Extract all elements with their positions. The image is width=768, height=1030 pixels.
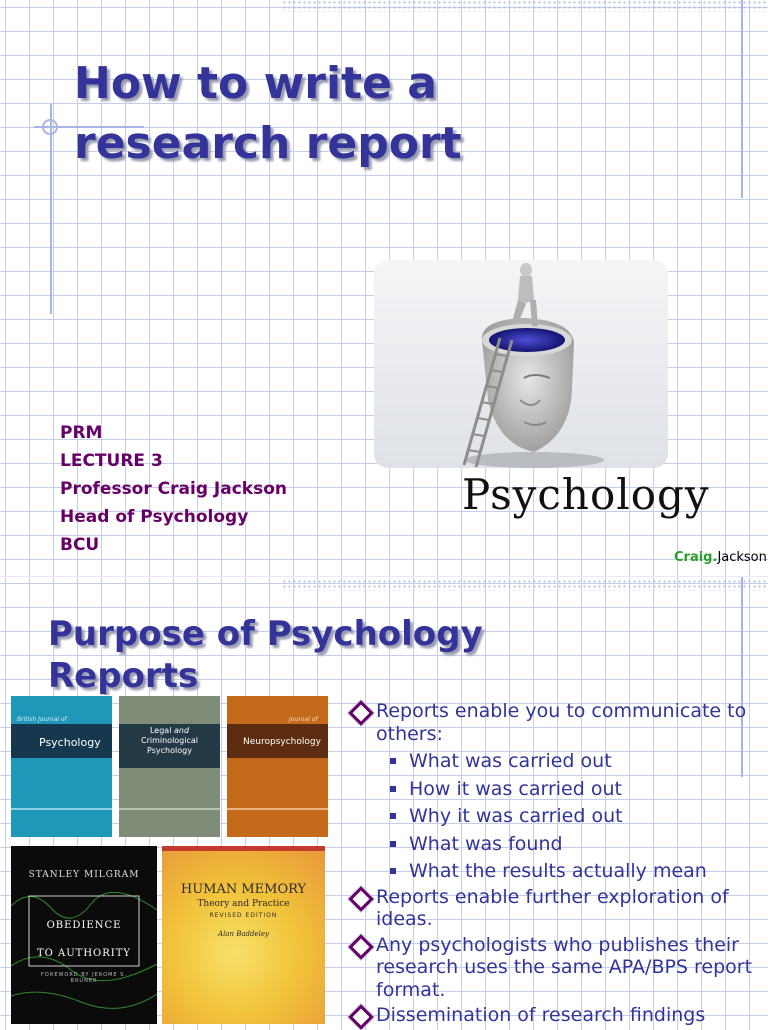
credit-last: Jackson bbox=[717, 550, 767, 565]
bullet-text: Reports enable further exploration of ideas. bbox=[376, 885, 729, 930]
decor-circle bbox=[42, 119, 58, 135]
bullet-item bbox=[350, 886, 760, 931]
cover-series: British Journal of bbox=[17, 716, 67, 723]
square-bullet-icon bbox=[390, 841, 396, 847]
square-bullet-icon bbox=[390, 868, 396, 874]
credit-first: Craig. bbox=[674, 550, 718, 565]
title-line-2: Reports bbox=[48, 656, 199, 695]
psychology-head-image bbox=[374, 260, 668, 468]
bullet-text: Any psychologists who publishes their research uses the same APA/BPS report format. bbox=[376, 933, 753, 1001]
bullet-item bbox=[350, 934, 760, 1002]
info-institution: BCU bbox=[60, 535, 100, 555]
sub-bullet-item bbox=[350, 833, 760, 856]
cover-title-top: OBEDIENCE bbox=[46, 920, 122, 931]
sub-bullet-text: What was found bbox=[409, 832, 563, 855]
sub-bullet-item bbox=[350, 778, 760, 801]
cover-title-italic: and bbox=[173, 726, 190, 735]
info-presenter: Professor Craig Jackson bbox=[60, 479, 287, 499]
sub-bullet-text: Why it was carried out bbox=[409, 805, 623, 827]
bullet-item bbox=[350, 1004, 760, 1027]
head-illustration bbox=[374, 260, 668, 468]
square-bullet-icon bbox=[390, 813, 396, 819]
cover-author: STANLEY MILGRAM bbox=[28, 870, 140, 880]
square-bullet-icon bbox=[390, 786, 396, 792]
cover-title: Criminological Psychology bbox=[140, 736, 199, 755]
slide-title bbox=[74, 54, 594, 174]
cover-title-small: Legal bbox=[149, 726, 172, 735]
info-lecture: LECTURE 3 bbox=[60, 451, 163, 471]
sub-bullet-text: What the results actually mean bbox=[409, 860, 707, 882]
sub-bullet-item bbox=[350, 750, 760, 773]
decor-vertical-line bbox=[50, 104, 52, 314]
bullet-item bbox=[350, 700, 760, 745]
sub-bullet-item bbox=[350, 860, 760, 883]
info-role: Head of Psychology bbox=[60, 507, 249, 527]
book-cover-obedience-to-authority bbox=[11, 846, 157, 1024]
image-caption: Psychology bbox=[462, 470, 710, 519]
cover-subtitle: Theory and Practice bbox=[197, 899, 290, 909]
diamond-bullet-icon bbox=[348, 700, 373, 725]
bullet-text: Dissemination of research findings bbox=[376, 1004, 706, 1026]
journal-cover-legal-criminological bbox=[119, 696, 220, 837]
title-line-2: research report bbox=[74, 118, 462, 169]
lecture-info bbox=[60, 419, 287, 559]
cover-foreword: FOREWORD BY JEROME S. BRUNER bbox=[41, 972, 127, 984]
diamond-bullet-icon bbox=[348, 934, 373, 959]
cover-author: Alan Baddeley bbox=[218, 930, 269, 938]
square-bullet-icon bbox=[390, 758, 396, 764]
sub-bullet-text: How it was carried out bbox=[409, 777, 622, 800]
cover-title: Neuropsychology bbox=[243, 737, 321, 747]
bullet-text: Reports enable you to communicate to others: bbox=[376, 700, 747, 745]
cover-edition: REVISED EDITION bbox=[209, 912, 278, 919]
slide-title bbox=[48, 613, 688, 695]
decor-vertical-line bbox=[741, 0, 743, 198]
dotted-band bbox=[282, 579, 768, 591]
journal-cover-neuropsychology bbox=[227, 696, 328, 837]
title-line-1: Purpose of Psychology bbox=[48, 614, 483, 654]
diamond-bullet-icon bbox=[348, 886, 373, 911]
journal-cover-psychology bbox=[11, 696, 112, 837]
diamond-bullet-icon bbox=[348, 1004, 373, 1029]
cover-title: HUMAN MEMORY bbox=[180, 882, 307, 897]
dotted-band bbox=[282, 0, 768, 12]
book-cover-human-memory bbox=[162, 846, 325, 1024]
info-course: PRM bbox=[60, 423, 103, 443]
sub-bullet-item bbox=[350, 805, 760, 828]
cover-title: Psychology bbox=[39, 736, 101, 749]
author-credit bbox=[674, 550, 767, 565]
title-line-1: How to write a bbox=[74, 58, 437, 109]
cover-title-bottom: TO AUTHORITY bbox=[36, 948, 132, 959]
cover-series: Journal of bbox=[289, 716, 318, 723]
sub-bullet-text: What was carried out bbox=[409, 750, 612, 772]
purpose-bullet-list bbox=[350, 700, 760, 1027]
